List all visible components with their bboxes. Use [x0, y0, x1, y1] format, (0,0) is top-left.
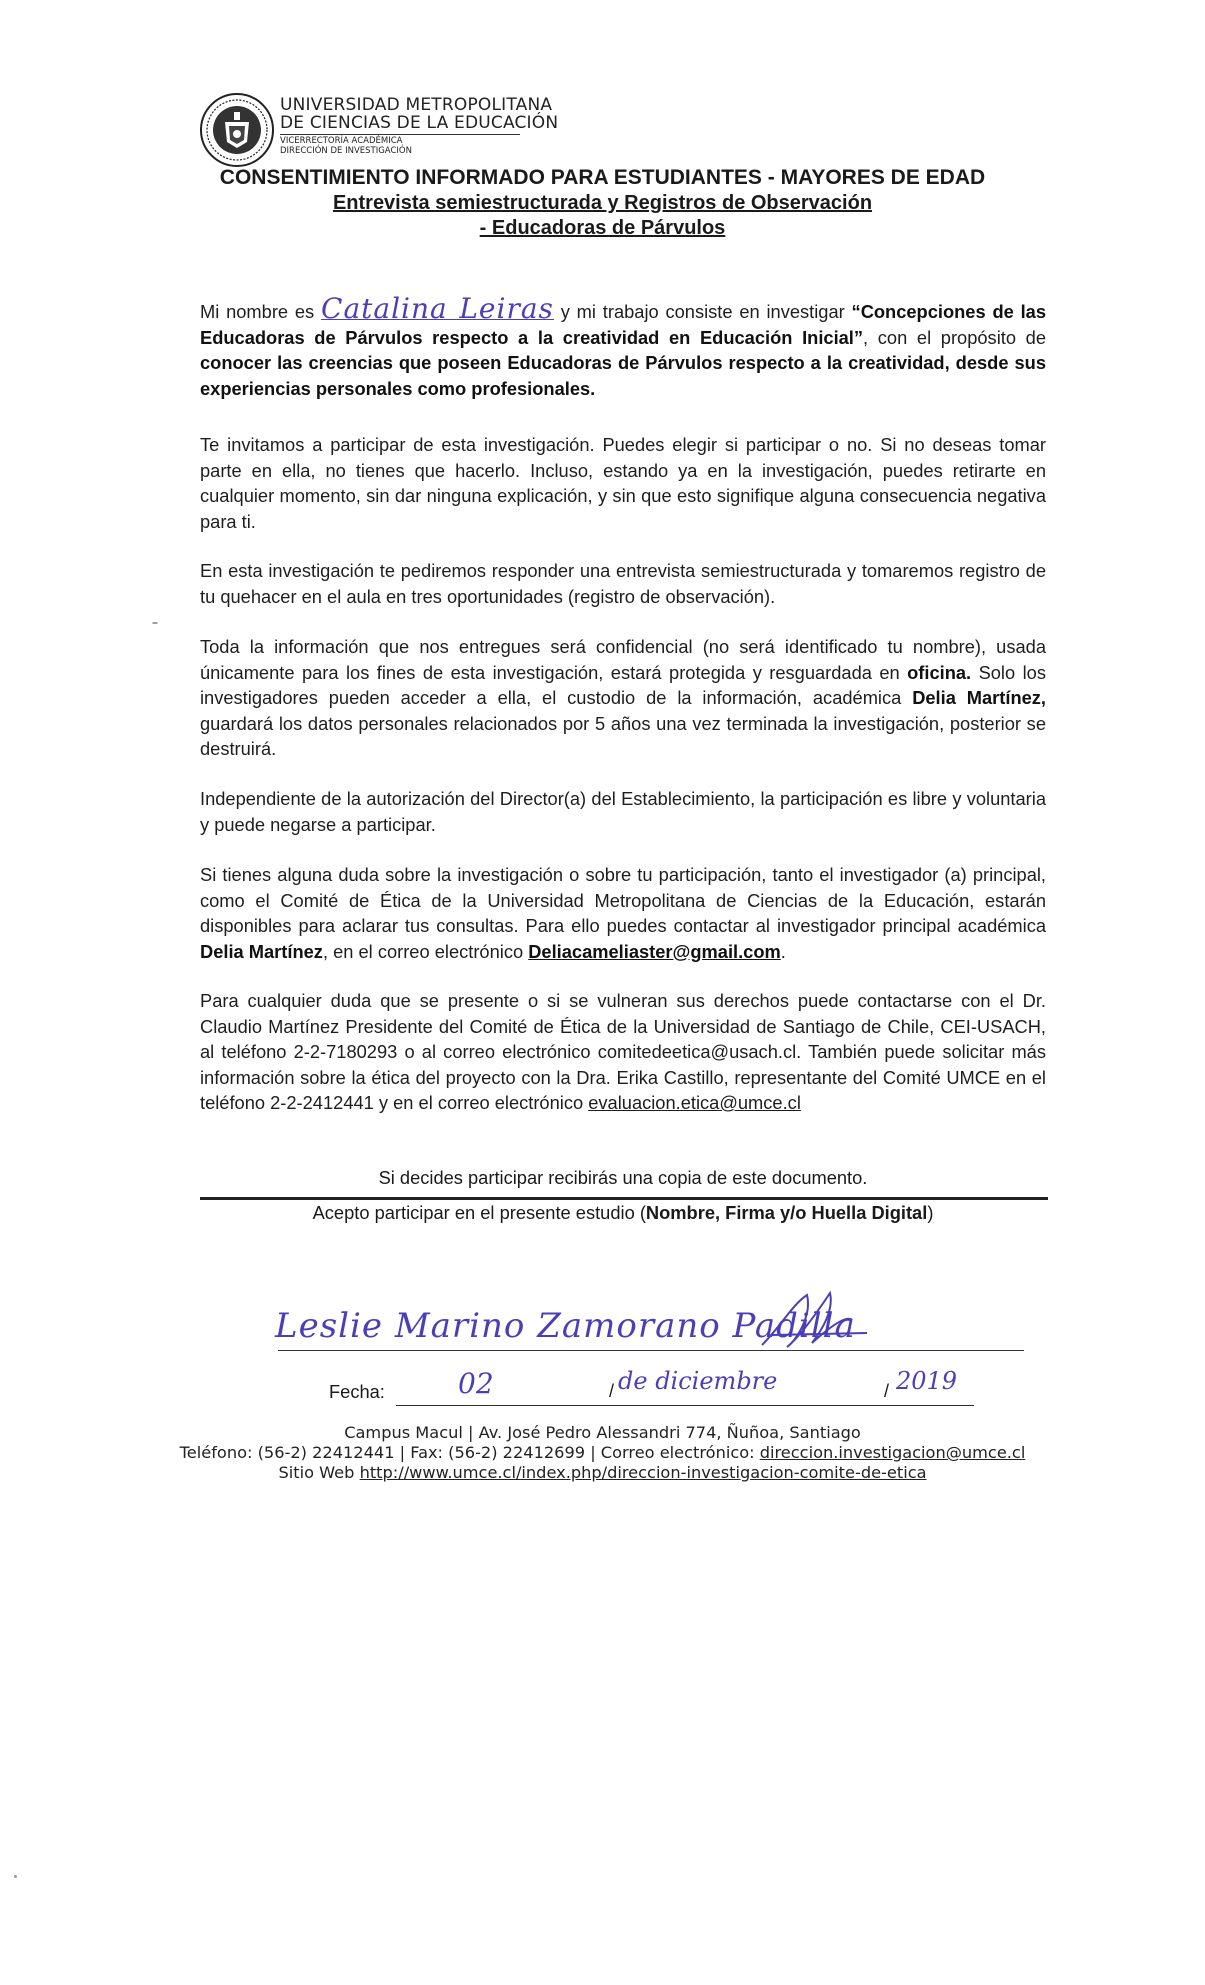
university-name-line1: UNIVERSIDAD METROPOLITANA — [280, 95, 553, 115]
university-seal-logo — [199, 92, 275, 168]
date-label: Fecha: — [329, 1381, 385, 1402]
footer-website-link[interactable]: http://www.umce.cl/index.php/direccion-investigacion-comite-de-etica — [359, 1463, 927, 1482]
signature-scribble — [752, 1285, 872, 1360]
document-subtitle-2: - Educadoras de Párvulos — [479, 217, 726, 239]
acceptance-statement: Acepto participar en el presente estudio (Nombre, Firma y/o Huella Digital) — [312, 1202, 934, 1223]
copy-note: Si decides participar recibirás una copia de este documento. — [378, 1167, 868, 1188]
footer-address: Campus Macul | Av. José Pedro Alessandri 774, Ñuñoa, Santiago — [344, 1423, 861, 1442]
handwritten-participant-name: Leslie Marino Zamorano Padilla — [275, 1306, 856, 1346]
date-month: de diciembre — [618, 1367, 778, 1395]
date-separator-2: / — [884, 1381, 890, 1401]
date-line — [396, 1405, 974, 1406]
document-subtitle-1: Entrevista semiestructurada y Registros de Observación — [332, 192, 873, 214]
doubts-paragraph: Si tienes alguna duda sobre la investigación o sobre tu participación, tanto el investigador (a) principal, como el Comité de Ética de la Universidad Metropolitana de Ciencias de la Educación, estarán disponibles para aclarar tus consultas. Para ello puedes contactar al investigador principal académica Delia Martínez, en el correo electrónico Deliacameliaster@gmail.com. — [200, 864, 1046, 962]
invitation-paragraph: Te invitamos a participar de esta investigación. Puedes elegir si participar o no. Si no deseas tomar parte en ella, no tienes que hacerlo. Incluso, estando ya en la investigación, puedes retirarte en cualquier momento, sin dar ninguna explicación, y sin que esto signifique alguna consecuencia negativa para ti. — [200, 434, 1046, 532]
intro-paragraph: Mi nombre es Catalina Leiras y mi trabajo consiste en investigar “Concepciones de las Educadoras de Párvulos respecto a la creatividad en Educación Inicial”, con el propósito de conocer las creencias que poseen Educadoras de Párvulos respecto a la creatividad, desde sus experiencias personales como profesionales. — [200, 292, 1046, 399]
method-paragraph: En esta investigación te pediremos responder una entrevista semiestructurada y tomaremos registro de tu quehacer en el aula en tres oportunidades (registro de observación). — [200, 560, 1046, 607]
scan-speck — [152, 622, 158, 624]
document-title: CONSENTIMIENTO INFORMADO PARA ESTUDIANTES - MAYORES DE EDAD — [219, 166, 986, 189]
scan-speck — [14, 1875, 17, 1878]
footer-contact: Teléfono: (56-2) 22412441 | Fax: (56-2) 22412699 | Correo electrónico: direccion.investigacion@umce.cl — [179, 1443, 1026, 1462]
footer-email-link[interactable]: direccion.investigacion@umce.cl — [759, 1443, 1026, 1462]
university-name-block — [280, 96, 558, 156]
ethics-email-link[interactable]: evaluacion.etica@umce.cl — [588, 1092, 801, 1113]
handwritten-researcher-name: Catalina Leiras — [321, 292, 554, 325]
date-day: 02 — [458, 1367, 494, 1400]
direccion-label: DIRECCIÓN DE INVESTIGACIÓN — [280, 145, 412, 156]
date-separator-1: / — [609, 1381, 615, 1401]
acceptance-divider — [200, 1197, 1048, 1200]
date-year: 2019 — [896, 1367, 958, 1395]
researcher-email-link[interactable]: Deliacameliaster@gmail.com — [528, 940, 781, 962]
independence-paragraph: Independiente de la autorización del Director(a) del Establecimiento, la participación es libre y voluntaria y puede negarse a participar. — [200, 788, 1046, 835]
vicerrectoria-label: VICERRECTORÍA ACADÉMICA — [280, 136, 403, 146]
footer-website: Sitio Web http://www.umce.cl/index.php/direccion-investigacion-comite-de-etica — [278, 1463, 927, 1482]
confidentiality-paragraph: Toda la información que nos entregues será confidencial (no será identificado tu nombre), usada únicamente para los fines de esta investigación, estará protegida y resguardada en oficina. Solo los investigadores pueden acceder a ella, el custodio de la información, académica Delia Martínez, guardará los datos personales relacionados por 5 años una vez terminada la investigación, posterior se destruirá. — [200, 636, 1046, 759]
signature-line — [278, 1350, 1024, 1351]
rights-paragraph: Para cualquier duda que se presente o si se vulneran sus derechos puede contactarse con el Dr. Claudio Martínez Presidente del Comité de Ética de la Universidad de Santiago de Chile, CEI-USACH, al teléfono 2-2-7180293 o al correo electrónico comitedeetica@usach.cl. También puede solicitar más información sobre la ética del proyecto con la Dra. Erika Castillo, representante del Comité UMCE en el teléfono 2-2-2412441 y en el correo electrónico evaluacion.etica@umce.cl — [200, 990, 1046, 1113]
header-divider — [280, 134, 520, 135]
university-name-line2: DE CIENCIAS DE LA EDUCACIÓN — [280, 113, 559, 133]
